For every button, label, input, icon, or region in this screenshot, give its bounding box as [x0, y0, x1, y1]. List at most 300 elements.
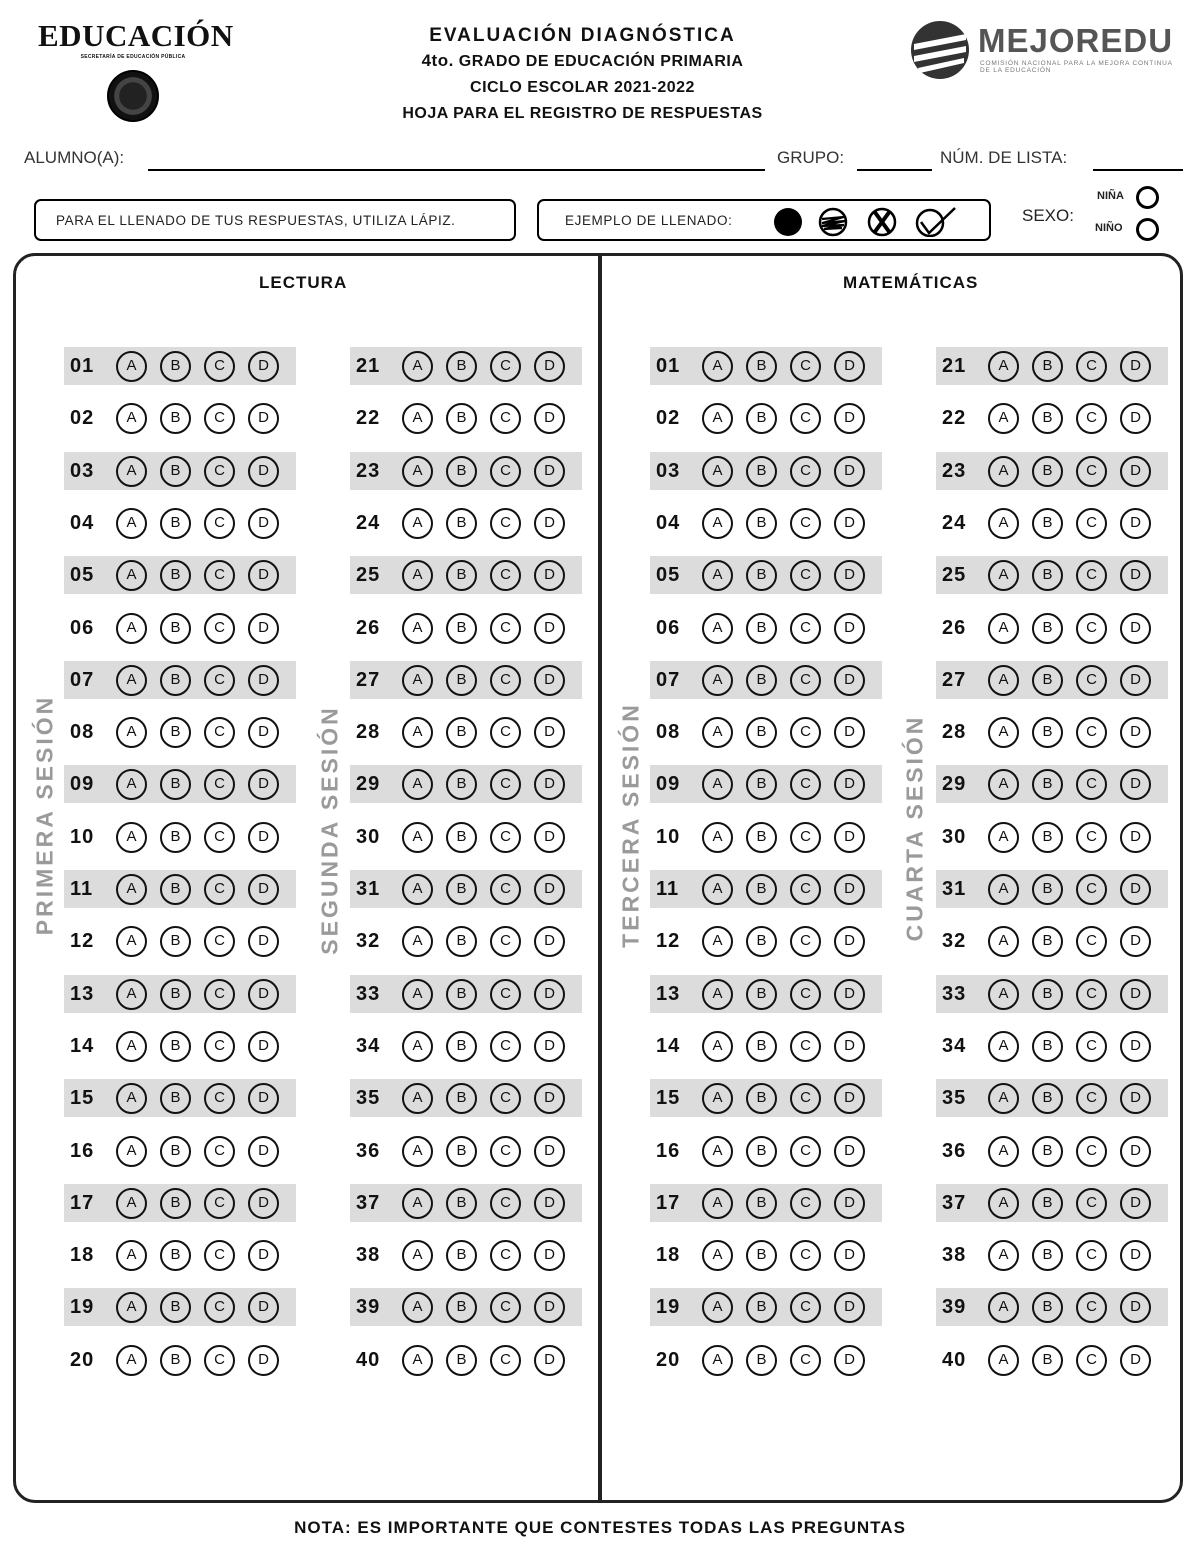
answer-bubble-b[interactable]: B [160, 508, 191, 539]
answer-bubble-b[interactable]: B [1032, 403, 1063, 434]
answer-bubble-b[interactable]: B [160, 926, 191, 957]
answer-bubble-d[interactable]: D [248, 1292, 279, 1323]
answer-bubble-a[interactable]: A [988, 508, 1019, 539]
answer-bubble-c[interactable]: C [490, 613, 521, 644]
answer-bubble-b[interactable]: B [446, 1031, 477, 1062]
answer-bubble-b[interactable]: B [746, 613, 777, 644]
answer-bubble-a[interactable]: A [702, 874, 733, 905]
answer-bubble-a[interactable]: A [702, 717, 733, 748]
answer-bubble-c[interactable]: C [490, 926, 521, 957]
answer-bubble-d[interactable]: D [248, 456, 279, 487]
answer-bubble-a[interactable]: A [116, 560, 147, 591]
answer-bubble-a[interactable]: A [988, 560, 1019, 591]
answer-bubble-d[interactable]: D [834, 1083, 865, 1114]
answer-bubble-a[interactable]: A [988, 1136, 1019, 1167]
answer-bubble-d[interactable]: D [248, 1240, 279, 1271]
answer-bubble-b[interactable]: B [1032, 822, 1063, 853]
answer-bubble-d[interactable]: D [248, 1188, 279, 1219]
answer-bubble-b[interactable]: B [1032, 1345, 1063, 1376]
answer-bubble-d[interactable]: D [834, 822, 865, 853]
answer-bubble-c[interactable]: C [1076, 1345, 1107, 1376]
answer-bubble-b[interactable]: B [1032, 508, 1063, 539]
answer-bubble-d[interactable]: D [534, 926, 565, 957]
answer-bubble-c[interactable]: C [490, 508, 521, 539]
answer-bubble-b[interactable]: B [446, 456, 477, 487]
answer-bubble-c[interactable]: C [1076, 1240, 1107, 1271]
answer-bubble-a[interactable]: A [116, 351, 147, 382]
answer-bubble-d[interactable]: D [1120, 926, 1151, 957]
answer-bubble-c[interactable]: C [1076, 403, 1107, 434]
answer-bubble-c[interactable]: C [490, 560, 521, 591]
answer-bubble-a[interactable]: A [402, 456, 433, 487]
answer-bubble-c[interactable]: C [790, 1345, 821, 1376]
answer-bubble-a[interactable]: A [116, 1240, 147, 1271]
answer-bubble-b[interactable]: B [1032, 769, 1063, 800]
answer-bubble-a[interactable]: A [116, 822, 147, 853]
answer-bubble-d[interactable]: D [834, 456, 865, 487]
answer-bubble-a[interactable]: A [116, 613, 147, 644]
answer-bubble-b[interactable]: B [1032, 456, 1063, 487]
answer-bubble-a[interactable]: A [116, 1083, 147, 1114]
answer-bubble-b[interactable]: B [1032, 717, 1063, 748]
answer-bubble-c[interactable]: C [204, 1083, 235, 1114]
answer-bubble-b[interactable]: B [1032, 613, 1063, 644]
answer-bubble-a[interactable]: A [116, 926, 147, 957]
answer-bubble-d[interactable]: D [248, 1345, 279, 1376]
answer-bubble-d[interactable]: D [1120, 1031, 1151, 1062]
answer-bubble-c[interactable]: C [790, 508, 821, 539]
answer-bubble-d[interactable]: D [1120, 613, 1151, 644]
answer-bubble-a[interactable]: A [116, 769, 147, 800]
answer-bubble-c[interactable]: C [790, 979, 821, 1010]
answer-bubble-d[interactable]: D [1120, 979, 1151, 1010]
answer-bubble-a[interactable]: A [402, 403, 433, 434]
answer-bubble-b[interactable]: B [160, 613, 191, 644]
answer-bubble-b[interactable]: B [446, 979, 477, 1010]
answer-bubble-a[interactable]: A [402, 1240, 433, 1271]
answer-bubble-b[interactable]: B [160, 1345, 191, 1376]
answer-bubble-c[interactable]: C [1076, 456, 1107, 487]
answer-bubble-c[interactable]: C [790, 1240, 821, 1271]
answer-bubble-b[interactable]: B [746, 665, 777, 696]
answer-bubble-d[interactable]: D [834, 926, 865, 957]
answer-bubble-d[interactable]: D [1120, 1345, 1151, 1376]
answer-bubble-a[interactable]: A [988, 665, 1019, 696]
answer-bubble-a[interactable]: A [116, 403, 147, 434]
answer-bubble-a[interactable]: A [988, 717, 1019, 748]
answer-bubble-d[interactable]: D [1120, 351, 1151, 382]
answer-bubble-c[interactable]: C [204, 665, 235, 696]
answer-bubble-c[interactable]: C [790, 1136, 821, 1167]
answer-bubble-c[interactable]: C [1076, 874, 1107, 905]
answer-bubble-a[interactable]: A [402, 979, 433, 1010]
answer-bubble-c[interactable]: C [790, 1083, 821, 1114]
answer-bubble-a[interactable]: A [116, 874, 147, 905]
answer-bubble-b[interactable]: B [446, 1240, 477, 1271]
answer-bubble-b[interactable]: B [446, 560, 477, 591]
answer-bubble-d[interactable]: D [534, 508, 565, 539]
answer-bubble-b[interactable]: B [1032, 926, 1063, 957]
answer-bubble-b[interactable]: B [160, 560, 191, 591]
answer-bubble-b[interactable]: B [446, 1345, 477, 1376]
answer-bubble-d[interactable]: D [834, 1345, 865, 1376]
answer-bubble-c[interactable]: C [490, 1136, 521, 1167]
answer-bubble-a[interactable]: A [402, 1292, 433, 1323]
answer-bubble-a[interactable]: A [988, 1240, 1019, 1271]
answer-bubble-b[interactable]: B [746, 560, 777, 591]
answer-bubble-a[interactable]: A [402, 822, 433, 853]
answer-bubble-a[interactable]: A [702, 351, 733, 382]
answer-bubble-a[interactable]: A [702, 665, 733, 696]
answer-bubble-d[interactable]: D [1120, 508, 1151, 539]
answer-bubble-c[interactable]: C [204, 351, 235, 382]
answer-bubble-c[interactable]: C [790, 403, 821, 434]
answer-bubble-c[interactable]: C [490, 1188, 521, 1219]
answer-bubble-d[interactable]: D [834, 717, 865, 748]
answer-bubble-d[interactable]: D [248, 351, 279, 382]
answer-bubble-b[interactable]: B [160, 717, 191, 748]
answer-bubble-b[interactable]: B [160, 403, 191, 434]
answer-bubble-a[interactable]: A [116, 456, 147, 487]
answer-bubble-b[interactable]: B [1032, 1031, 1063, 1062]
answer-bubble-a[interactable]: A [988, 926, 1019, 957]
answer-bubble-d[interactable]: D [248, 560, 279, 591]
answer-bubble-d[interactable]: D [1120, 403, 1151, 434]
answer-bubble-a[interactable]: A [988, 456, 1019, 487]
answer-bubble-a[interactable]: A [116, 1292, 147, 1323]
answer-bubble-a[interactable]: A [402, 1031, 433, 1062]
answer-bubble-c[interactable]: C [1076, 560, 1107, 591]
answer-bubble-c[interactable]: C [204, 874, 235, 905]
answer-bubble-d[interactable]: D [1120, 769, 1151, 800]
answer-bubble-a[interactable]: A [988, 822, 1019, 853]
answer-bubble-d[interactable]: D [534, 1292, 565, 1323]
answer-bubble-b[interactable]: B [446, 1136, 477, 1167]
answer-bubble-c[interactable]: C [204, 926, 235, 957]
answer-bubble-b[interactable]: B [746, 351, 777, 382]
answer-bubble-c[interactable]: C [790, 665, 821, 696]
answer-bubble-c[interactable]: C [490, 351, 521, 382]
answer-bubble-d[interactable]: D [534, 665, 565, 696]
answer-bubble-b[interactable]: B [160, 1031, 191, 1062]
answer-bubble-a[interactable]: A [988, 1188, 1019, 1219]
answer-bubble-a[interactable]: A [988, 1292, 1019, 1323]
answer-bubble-b[interactable]: B [1032, 1292, 1063, 1323]
answer-bubble-c[interactable]: C [490, 822, 521, 853]
answer-bubble-d[interactable]: D [1120, 822, 1151, 853]
answer-bubble-c[interactable]: C [204, 1240, 235, 1271]
answer-bubble-a[interactable]: A [116, 1031, 147, 1062]
answer-bubble-a[interactable]: A [988, 1345, 1019, 1376]
answer-bubble-d[interactable]: D [1120, 1136, 1151, 1167]
answer-bubble-a[interactable]: A [988, 979, 1019, 1010]
answer-bubble-a[interactable]: A [988, 769, 1019, 800]
answer-bubble-a[interactable]: A [702, 1292, 733, 1323]
answer-bubble-b[interactable]: B [160, 456, 191, 487]
answer-bubble-c[interactable]: C [204, 1031, 235, 1062]
answer-bubble-a[interactable]: A [402, 665, 433, 696]
answer-bubble-c[interactable]: C [204, 769, 235, 800]
answer-bubble-a[interactable]: A [402, 874, 433, 905]
answer-bubble-d[interactable]: D [534, 979, 565, 1010]
answer-bubble-b[interactable]: B [446, 717, 477, 748]
answer-bubble-d[interactable]: D [534, 1136, 565, 1167]
answer-bubble-b[interactable]: B [746, 979, 777, 1010]
answer-bubble-a[interactable]: A [402, 1136, 433, 1167]
answer-bubble-c[interactable]: C [490, 665, 521, 696]
answer-bubble-a[interactable]: A [702, 1188, 733, 1219]
answer-bubble-a[interactable]: A [116, 1188, 147, 1219]
answer-bubble-c[interactable]: C [790, 351, 821, 382]
answer-bubble-c[interactable]: C [790, 926, 821, 957]
answer-bubble-b[interactable]: B [160, 1083, 191, 1114]
answer-bubble-b[interactable]: B [446, 613, 477, 644]
answer-bubble-c[interactable]: C [490, 874, 521, 905]
answer-bubble-b[interactable]: B [1032, 1240, 1063, 1271]
answer-bubble-b[interactable]: B [746, 822, 777, 853]
answer-bubble-c[interactable]: C [490, 979, 521, 1010]
answer-bubble-d[interactable]: D [534, 1083, 565, 1114]
answer-bubble-b[interactable]: B [746, 1031, 777, 1062]
answer-bubble-d[interactable]: D [1120, 560, 1151, 591]
answer-bubble-d[interactable]: D [834, 508, 865, 539]
answer-bubble-a[interactable]: A [402, 560, 433, 591]
answer-bubble-a[interactable]: A [116, 979, 147, 1010]
answer-bubble-c[interactable]: C [1076, 822, 1107, 853]
answer-bubble-d[interactable]: D [534, 1188, 565, 1219]
answer-bubble-c[interactable]: C [204, 456, 235, 487]
answer-bubble-d[interactable]: D [834, 613, 865, 644]
answer-bubble-a[interactable]: A [116, 665, 147, 696]
answer-bubble-b[interactable]: B [1032, 1188, 1063, 1219]
answer-bubble-a[interactable]: A [702, 508, 733, 539]
answer-bubble-b[interactable]: B [160, 665, 191, 696]
answer-bubble-c[interactable]: C [204, 1136, 235, 1167]
answer-bubble-c[interactable]: C [204, 508, 235, 539]
answer-bubble-a[interactable]: A [402, 1083, 433, 1114]
answer-bubble-a[interactable]: A [702, 1345, 733, 1376]
answer-bubble-b[interactable]: B [160, 874, 191, 905]
answer-bubble-a[interactable]: A [702, 1136, 733, 1167]
answer-bubble-d[interactable]: D [534, 1345, 565, 1376]
answer-bubble-a[interactable]: A [988, 351, 1019, 382]
answer-bubble-c[interactable]: C [490, 717, 521, 748]
answer-bubble-c[interactable]: C [790, 560, 821, 591]
answer-bubble-b[interactable]: B [746, 717, 777, 748]
answer-bubble-a[interactable]: A [988, 1031, 1019, 1062]
answer-bubble-a[interactable]: A [988, 874, 1019, 905]
answer-bubble-d[interactable]: D [1120, 1188, 1151, 1219]
answer-bubble-b[interactable]: B [746, 874, 777, 905]
answer-bubble-a[interactable]: A [402, 1188, 433, 1219]
answer-bubble-a[interactable]: A [702, 1240, 733, 1271]
answer-bubble-b[interactable]: B [446, 874, 477, 905]
answer-bubble-b[interactable]: B [446, 1292, 477, 1323]
answer-bubble-d[interactable]: D [248, 1136, 279, 1167]
answer-bubble-c[interactable]: C [1076, 1136, 1107, 1167]
answer-bubble-c[interactable]: C [204, 1188, 235, 1219]
answer-bubble-d[interactable]: D [1120, 1292, 1151, 1323]
answer-bubble-c[interactable]: C [790, 1188, 821, 1219]
answer-bubble-c[interactable]: C [490, 403, 521, 434]
answer-bubble-a[interactable]: A [988, 403, 1019, 434]
answer-bubble-a[interactable]: A [402, 717, 433, 748]
answer-bubble-a[interactable]: A [702, 613, 733, 644]
answer-bubble-a[interactable]: A [116, 1345, 147, 1376]
sex-option-girl-bubble[interactable] [1136, 186, 1159, 209]
answer-bubble-c[interactable]: C [1076, 979, 1107, 1010]
answer-bubble-b[interactable]: B [446, 508, 477, 539]
answer-bubble-d[interactable]: D [248, 508, 279, 539]
answer-bubble-b[interactable]: B [746, 403, 777, 434]
answer-bubble-b[interactable]: B [746, 769, 777, 800]
answer-bubble-b[interactable]: B [746, 1083, 777, 1114]
answer-bubble-a[interactable]: A [702, 1083, 733, 1114]
answer-bubble-b[interactable]: B [160, 1136, 191, 1167]
answer-bubble-d[interactable]: D [248, 979, 279, 1010]
answer-bubble-d[interactable]: D [534, 874, 565, 905]
answer-bubble-c[interactable]: C [790, 717, 821, 748]
answer-bubble-b[interactable]: B [160, 822, 191, 853]
answer-bubble-b[interactable]: B [160, 1188, 191, 1219]
answer-bubble-c[interactable]: C [790, 456, 821, 487]
answer-bubble-d[interactable]: D [834, 1240, 865, 1271]
answer-bubble-b[interactable]: B [1032, 1136, 1063, 1167]
answer-bubble-d[interactable]: D [534, 717, 565, 748]
answer-bubble-a[interactable]: A [402, 926, 433, 957]
answer-bubble-d[interactable]: D [1120, 665, 1151, 696]
answer-bubble-b[interactable]: B [746, 1188, 777, 1219]
answer-bubble-d[interactable]: D [534, 1240, 565, 1271]
answer-bubble-c[interactable]: C [490, 1292, 521, 1323]
answer-bubble-c[interactable]: C [204, 979, 235, 1010]
answer-bubble-b[interactable]: B [446, 665, 477, 696]
answer-bubble-b[interactable]: B [1032, 351, 1063, 382]
answer-bubble-a[interactable]: A [116, 717, 147, 748]
answer-bubble-a[interactable]: A [702, 456, 733, 487]
answer-bubble-d[interactable]: D [1120, 456, 1151, 487]
answer-bubble-b[interactable]: B [160, 769, 191, 800]
answer-bubble-c[interactable]: C [1076, 665, 1107, 696]
answer-bubble-c[interactable]: C [1076, 508, 1107, 539]
answer-bubble-b[interactable]: B [446, 351, 477, 382]
answer-bubble-a[interactable]: A [702, 979, 733, 1010]
answer-bubble-b[interactable]: B [446, 1083, 477, 1114]
answer-bubble-a[interactable]: A [402, 1345, 433, 1376]
answer-bubble-c[interactable]: C [490, 769, 521, 800]
answer-bubble-d[interactable]: D [534, 822, 565, 853]
answer-bubble-d[interactable]: D [834, 665, 865, 696]
answer-bubble-d[interactable]: D [248, 926, 279, 957]
answer-bubble-c[interactable]: C [1076, 613, 1107, 644]
answer-bubble-c[interactable]: C [490, 1345, 521, 1376]
answer-bubble-b[interactable]: B [746, 1345, 777, 1376]
answer-bubble-c[interactable]: C [204, 1292, 235, 1323]
answer-bubble-d[interactable]: D [534, 613, 565, 644]
answer-bubble-d[interactable]: D [248, 613, 279, 644]
answer-bubble-d[interactable]: D [834, 1188, 865, 1219]
answer-bubble-d[interactable]: D [534, 456, 565, 487]
answer-bubble-c[interactable]: C [204, 822, 235, 853]
answer-bubble-c[interactable]: C [204, 717, 235, 748]
answer-bubble-a[interactable]: A [702, 769, 733, 800]
answer-bubble-a[interactable]: A [702, 822, 733, 853]
answer-bubble-c[interactable]: C [490, 1083, 521, 1114]
answer-bubble-d[interactable]: D [248, 822, 279, 853]
answer-bubble-d[interactable]: D [834, 403, 865, 434]
answer-bubble-c[interactable]: C [204, 403, 235, 434]
answer-bubble-a[interactable]: A [988, 1083, 1019, 1114]
answer-bubble-b[interactable]: B [1032, 665, 1063, 696]
answer-bubble-d[interactable]: D [248, 874, 279, 905]
answer-bubble-c[interactable]: C [1076, 351, 1107, 382]
answer-bubble-c[interactable]: C [790, 1031, 821, 1062]
answer-bubble-a[interactable]: A [402, 351, 433, 382]
answer-bubble-b[interactable]: B [160, 979, 191, 1010]
answer-bubble-c[interactable]: C [790, 822, 821, 853]
answer-bubble-c[interactable]: C [490, 1031, 521, 1062]
answer-bubble-a[interactable]: A [988, 613, 1019, 644]
answer-bubble-c[interactable]: C [1076, 1292, 1107, 1323]
answer-bubble-c[interactable]: C [490, 1240, 521, 1271]
answer-bubble-d[interactable]: D [534, 560, 565, 591]
answer-bubble-d[interactable]: D [248, 717, 279, 748]
answer-bubble-a[interactable]: A [702, 403, 733, 434]
answer-bubble-d[interactable]: D [534, 351, 565, 382]
answer-bubble-a[interactable]: A [116, 1136, 147, 1167]
answer-bubble-b[interactable]: B [446, 769, 477, 800]
answer-bubble-d[interactable]: D [248, 403, 279, 434]
answer-bubble-c[interactable]: C [1076, 1031, 1107, 1062]
answer-bubble-c[interactable]: C [1076, 926, 1107, 957]
answer-bubble-c[interactable]: C [1076, 769, 1107, 800]
answer-bubble-b[interactable]: B [746, 456, 777, 487]
answer-bubble-d[interactable]: D [834, 979, 865, 1010]
answer-bubble-a[interactable]: A [702, 1031, 733, 1062]
answer-bubble-d[interactable]: D [1120, 717, 1151, 748]
answer-bubble-b[interactable]: B [746, 926, 777, 957]
answer-bubble-c[interactable]: C [204, 1345, 235, 1376]
answer-bubble-d[interactable]: D [1120, 1240, 1151, 1271]
answer-bubble-c[interactable]: C [1076, 1188, 1107, 1219]
answer-bubble-b[interactable]: B [1032, 979, 1063, 1010]
answer-bubble-d[interactable]: D [534, 769, 565, 800]
answer-bubble-b[interactable]: B [746, 1240, 777, 1271]
answer-bubble-d[interactable]: D [834, 1136, 865, 1167]
answer-bubble-b[interactable]: B [746, 1136, 777, 1167]
answer-bubble-c[interactable]: C [790, 769, 821, 800]
answer-bubble-d[interactable]: D [1120, 874, 1151, 905]
answer-bubble-c[interactable]: C [204, 613, 235, 644]
answer-bubble-c[interactable]: C [490, 456, 521, 487]
student-name-field[interactable] [148, 169, 765, 171]
answer-bubble-d[interactable]: D [834, 874, 865, 905]
answer-bubble-b[interactable]: B [746, 1292, 777, 1323]
answer-bubble-d[interactable]: D [834, 1031, 865, 1062]
answer-bubble-a[interactable]: A [116, 508, 147, 539]
answer-bubble-c[interactable]: C [790, 874, 821, 905]
answer-bubble-c[interactable]: C [204, 560, 235, 591]
answer-bubble-d[interactable]: D [248, 769, 279, 800]
answer-bubble-c[interactable]: C [1076, 1083, 1107, 1114]
answer-bubble-b[interactable]: B [446, 822, 477, 853]
answer-bubble-d[interactable]: D [834, 560, 865, 591]
answer-bubble-d[interactable]: D [248, 1031, 279, 1062]
answer-bubble-a[interactable]: A [702, 560, 733, 591]
answer-bubble-b[interactable]: B [446, 1188, 477, 1219]
answer-bubble-b[interactable]: B [1032, 1083, 1063, 1114]
answer-bubble-b[interactable]: B [160, 1240, 191, 1271]
